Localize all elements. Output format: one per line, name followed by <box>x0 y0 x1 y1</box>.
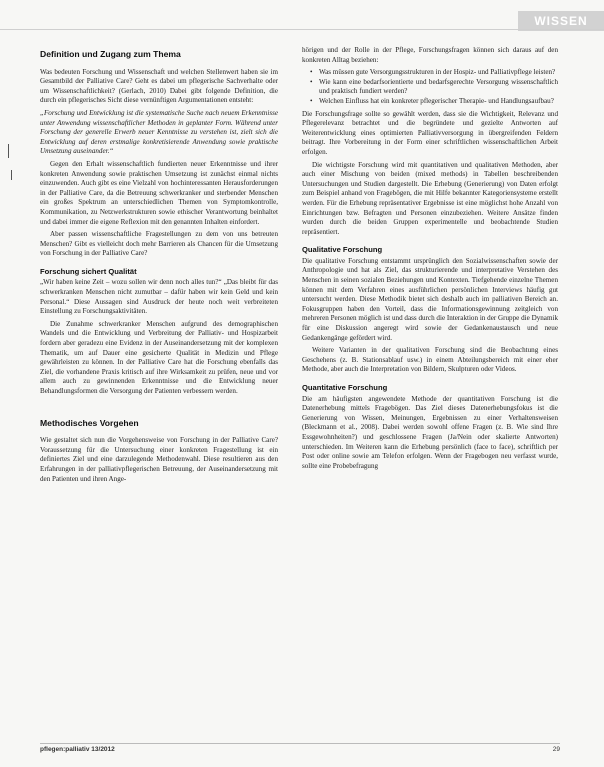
paragraph: Die wichtigste Forschung wird mit quantitativen und qualitativen Methoden, aber auch einer Mischung von beiden (mixed methods) in Tabellen beschreibenden Untersuchungen und Studien dargestellt. Die Erhebung (Generierung) von Daten erfolgt zum Beispiel anhand von Fragebögen, die mit Hilfe bekannter Kategoriensysteme erstellt werden. Für die Erhebung repräsentativer Ergebnisse ist eine möglichst hohe Anzahl von Einrichtungen bzw. Befragten und Personen einzubeziehen. Weitere Ansätze finden wurden durch die beiden Gruppen experimentelle und beobachtende Studien repräsentiert. <box>302 160 558 236</box>
left-column <box>40 50 278 487</box>
page-number: 29 <box>552 746 560 753</box>
heading-quality: Forschung sichert Qualität <box>40 266 137 276</box>
journal-name: pflegen:palliativ 13/2012 <box>40 746 115 753</box>
heading-qualitative: Qualitative Forschung <box>302 245 383 255</box>
paragraph: Die Forschungsfrage sollte so gewählt werden, dass sie die Wichtigkeit, Relevanz und Pflegerelevanz betrachtet und die begründete und gezielte Antworten auf Weiterentwicklung eines optimierten Palliativversorgung in übergreifenden Feldern beitragt. Ihre Vorbereitung in der Form einer schriftlichen wissenschaftlichen Arbeit erfolgen. <box>302 109 558 156</box>
paragraph: Die am häufigsten angewendete Methode der quantitativen Forschung ist die Datenerhebung mittels Fragebögen. Das Ziel dieses Datenerhebungsfokus ist die Generierung von Wissen, Meinungen, Ergebnissen zu einer Verhaltensweisen (Bleckmann et al., 2008). Dabei werden sowohl offene Fragen (z. B. Wie sind Ihre Essgewohnheiten?) und geschlossene Fragen (Ja/Nein oder skalierte Antworten) unterschieden. Im Weiteren kann die Erhebung persönlich (face to face), schriftlich per Post oder online sowie am Telefon erfolgen. Wenn der Fragebogen neu verfasst wurde, sollte eine Probebefragung <box>302 394 558 470</box>
page-footer <box>40 743 560 758</box>
paragraph: Aber passen wissenschaftliche Fragestellungen zu dem von uns betreuten Menschen? Gibt es vielleicht doch mehr Barrieren als Chancen für die Umsetzung von Forschung in der Palliative Care? <box>40 230 278 258</box>
paragraph: Gegen den Erhalt wissenschaftlich fundierten neuer Erkenntnisse und ihrer konkreten Anwendung sowie praktischen Umsetzung ist zunächst einmal nichts einzuwenden. Auch gibt es eine Vielzahl von hochinteressanten Herausforderungen in der Palliative Care, da die Betreuung schwerkranker und sterbender Menschen ein großes Spektrum an unterschiedlichen Themen von Symptomkontrolle, Kommunikation, zu Netzwerkstrukturen sowie ethischer Verantwortung beinhaltet und dabei immer die eigene Reflexion mit den genannten Inhalten einfordert. <box>40 159 278 226</box>
paragraph: „Wir haben keine Zeit – wozu sollen wir denn noch alles tun?“ „Das bleibt für das schwerkranken Menschen nicht zumutbar – dafür haben wir kein Geld und kein Personal.“ Diese Aussagen sind Ausdruck der heute noch weit verbreiteten Einstellung zu Forschungsaktivitäten. <box>40 278 278 316</box>
paragraph: Wie gestaltet sich nun die Vorgehensweise von Forschung in der Palliative Care? Voraussetzung für die Untersuchung einer konkreten Fragestellung ist ein definiertes Ziel und eine darzulegende Methodenwahl. Diese resultieren aus den Erfahrungen in der palliativpflegerischen Betreuung, der Auseinandersetzung mit den Patienten und ihren Ange- <box>40 436 278 483</box>
heading-quantitative: Quantitative Forschung <box>302 383 388 392</box>
heading-definition: Definition und Zugang zum Thema <box>40 49 181 59</box>
paragraph: hörigen und der Rolle in der Pflege, Forschungsfragen können sich daraus auf den konkreten Alltag beziehen: <box>302 46 558 64</box>
paragraph: Weitere Varianten in der qualitativen Forschung sind die Beobachtung eines Geschehens (z. B. Stationsablauf usw.) in einem Abteilungsbereich mit einer eher Methode, aber auch die Interpretation von Bildern, Skulpturen oder Videos. <box>302 346 558 374</box>
paragraph: Die Zunahme schwerkranker Menschen aufgrund des demographischen Wandels und die Entwicklung und Verbreitung der Palliativ- und Hospizarbeit fordern aber geradezu eine Evidenz in der Auseinandersetzung mit der komplexen Thematik, um auf Dauer eine gesicherte Qualität in Medizin und Pflege gewährleisten zu können. In der Palliative Care hat die Forschung ebenfalls das Ziel, die vorhandene Praxis kritisch auf ihre Wirksamkeit zu prüfen, neue und vor allem auch zu gewinnenden Erkenntnisse und die Entwicklung neuer Behandlungsformen die Versorgung der Patienten verbessern werden. <box>40 319 278 395</box>
paragraph: Was bedeuten Forschung und Wissenschaft und welchen Stellenwert haben sie im Gesamtbild der Palliative Care? Geht es dabei um pflegerische Sachverhalte oder um Wissenschaftlichkeit? (Gerlach, 2010) Dabei gibt folgende Definition, die durch ein pflegerisches Sicht diese vernünftigen Argumentationen entsteht: <box>40 67 278 105</box>
section-label: WISSEN <box>534 14 588 28</box>
quote-paragraph: „Forschung und Entwicklung ist die systematische Suche nach neuem Erkenntnisse unter Anwendung wissenschaftlicher Methoden in geplanter Form. Während unter Forschung der generelle Erwerb neuer Kenntnisse zu verstehen ist, zielt sich die Entwicklung auf deren erstmalige konkretisierende Anwendung sowie praktische Umsetzung auseinander.“ <box>40 108 278 156</box>
section-tab <box>518 11 604 31</box>
list-item: • Was müssen gute Versorgungsstrukturen in der Hospiz- und Palliativpflege leisten? <box>312 68 558 78</box>
list-item: • Welchen Einfluss hat ein konkreter pflegerischer Therapie- und Handlungsaufbau? <box>312 97 558 107</box>
list-item: • Wie kann eine bedarfsorientierte und bedarfsgerechte Versorgung wissenschaftlich und praktisch fundiert werden? <box>312 78 558 97</box>
margin-mark <box>11 170 12 180</box>
margin-mark <box>8 144 9 158</box>
right-column <box>302 46 558 474</box>
paragraph: Die qualitative Forschung entstammt ursprünglich den Sozialwissenschaften sowie der Anthropologie und hat als Ziel, das strukturierende und interpretative Verstehen des Menschen in seinen sozialen Beziehungen und Kontexten. Tiefgehende einzelne Themen können mit dem Verfahren eines ausführlichen persönlichen Interviews häufig gut untersucht werden. Diese Methodik bietet sich deshalb auch im palliativen Bereich an. Fokusgruppen haben den Vorteil, dass die Informationsgewinnung zeitgleich von mehreren Personen möglich ist und dass durch die Interaktion in der Gruppe die Dynamik für eine Diskussion angeregt wird sowie der Gedankenaustausch und neue Gedankengänge gefördert wird. <box>302 256 558 342</box>
bullet-list <box>302 68 558 106</box>
header-rule <box>0 29 604 30</box>
heading-method: Methodisches Vorgehen <box>40 417 139 428</box>
